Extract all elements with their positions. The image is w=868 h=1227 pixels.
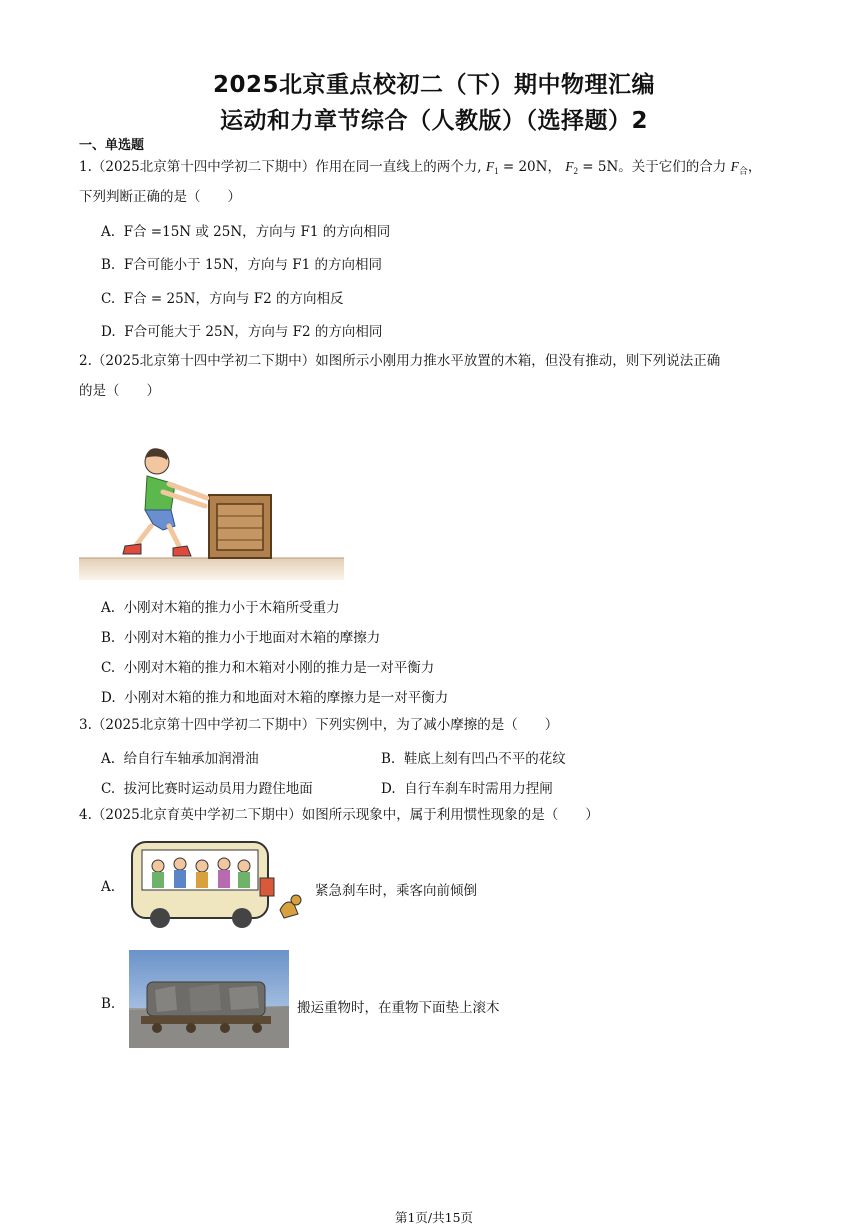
option-text: 小刚对木箱的推力和木箱对小刚的推力是一对平衡力 — [123, 660, 435, 676]
option-label: D. — [101, 690, 116, 706]
option-text: 自行车刹车时需用力捏闸 — [404, 781, 553, 797]
f1-value: = 20N， — [498, 159, 561, 175]
option-label: C. — [101, 660, 116, 676]
option-label: C. — [101, 291, 116, 307]
option-label: C. — [101, 781, 116, 797]
option-text: 拔河比赛时运动员用力蹬住地面 — [123, 781, 313, 797]
q3-option-d[interactable] — [381, 777, 553, 797]
q1-option-d[interactable] — [101, 320, 382, 340]
option-text: F合 = 25N，方向与 F2 的方向相反 — [123, 291, 344, 307]
q4-option-b-text: 搬运重物时，在重物下面垫上滚木 — [297, 1000, 500, 1016]
page-title-line1: 2025北京重点校初二（下）期中物理汇编 — [212, 72, 655, 98]
section-heading: 一、单选题 — [79, 138, 145, 153]
q2-option-c[interactable] — [101, 656, 434, 676]
option-label: D. — [381, 781, 396, 797]
option-label: B. — [101, 257, 116, 273]
option-text: 鞋底上刻有凹凸不平的花纹 — [403, 751, 566, 767]
option-label: B. — [381, 751, 396, 767]
option-label: A. — [101, 600, 116, 616]
bus-braking-illustration — [128, 838, 310, 930]
question-1-line1 — [79, 152, 761, 186]
q3-option-c[interactable] — [101, 777, 313, 797]
question-4-line1: 4.（2025北京育英中学初二下期中）如图所示现象中，属于利用惯性现象的是（ ） — [79, 807, 599, 823]
option-text: 小刚对木箱的推力小于地面对木箱的摩擦力 — [123, 630, 381, 646]
f2-value: = 5N。关于它们的合力 — [578, 159, 727, 175]
option-label: A. — [101, 751, 116, 767]
q1-end: ， — [747, 159, 762, 175]
option-text: 小刚对木箱的推力和地面对木箱的摩擦力是一对平衡力 — [124, 690, 449, 706]
q2-option-d[interactable] — [101, 686, 448, 706]
question-2-line1: 2.（2025北京第十四中学初二下期中）如图所示小刚用力推水平放置的木箱，但没有推动，则下列说法正确 — [79, 353, 721, 369]
option-text: 小刚对木箱的推力小于木箱所受重力 — [123, 600, 340, 616]
page-title-line2: 运动和力章节综合（人教版）（选择题）2 — [219, 108, 648, 134]
option-label: D. — [101, 324, 116, 340]
q2-option-a[interactable] — [101, 596, 340, 616]
question-1-line2: 下列判断正确的是（ ） — [79, 189, 241, 205]
q3-option-b[interactable] — [381, 747, 566, 767]
q4-option-b-label[interactable]: B. — [101, 996, 116, 1012]
option-text: F合可能小于 15N，方向与 F1 的方向相同 — [123, 257, 382, 273]
f2-symbol: $F_2$ — [565, 159, 579, 176]
q3-option-a[interactable] — [101, 747, 259, 767]
q4-option-a-label[interactable]: A. — [101, 879, 116, 895]
option-text: F合可能大于 25N，方向与 F2 的方向相同 — [124, 324, 383, 340]
q1-option-c[interactable] — [101, 287, 344, 307]
q4-option-a-text: 紧急刹车时，乘客向前倾倒 — [315, 883, 477, 899]
option-text: 给自行车轴承加润滑油 — [123, 751, 259, 767]
q1-stem: 1.（2025北京第十四中学初二下期中）作用在同一直线上的两个力, — [79, 159, 482, 175]
fh-symbol: $F_合$ — [730, 159, 748, 176]
question-3-line1: 3.（2025北京第十四中学初二下期中）下列实例中，为了减小摩擦的是（ ） — [79, 717, 559, 733]
q1-option-b[interactable] — [101, 253, 382, 273]
option-label: B. — [101, 630, 116, 646]
page-number-footer: 第1页/共15页 — [394, 1210, 474, 1225]
rolling-logs-photo — [129, 950, 289, 1048]
boy-pushing-box-illustration — [79, 440, 344, 580]
option-label: A. — [101, 224, 116, 240]
q2-option-b[interactable] — [101, 626, 380, 646]
option-text: F合 =15N 或 25N，方向与 F1 的方向相同 — [123, 224, 391, 240]
f1-symbol: $F_1$ — [485, 159, 499, 176]
q1-option-a[interactable] — [101, 220, 390, 240]
question-2-line2: 的是（ ） — [79, 383, 160, 399]
